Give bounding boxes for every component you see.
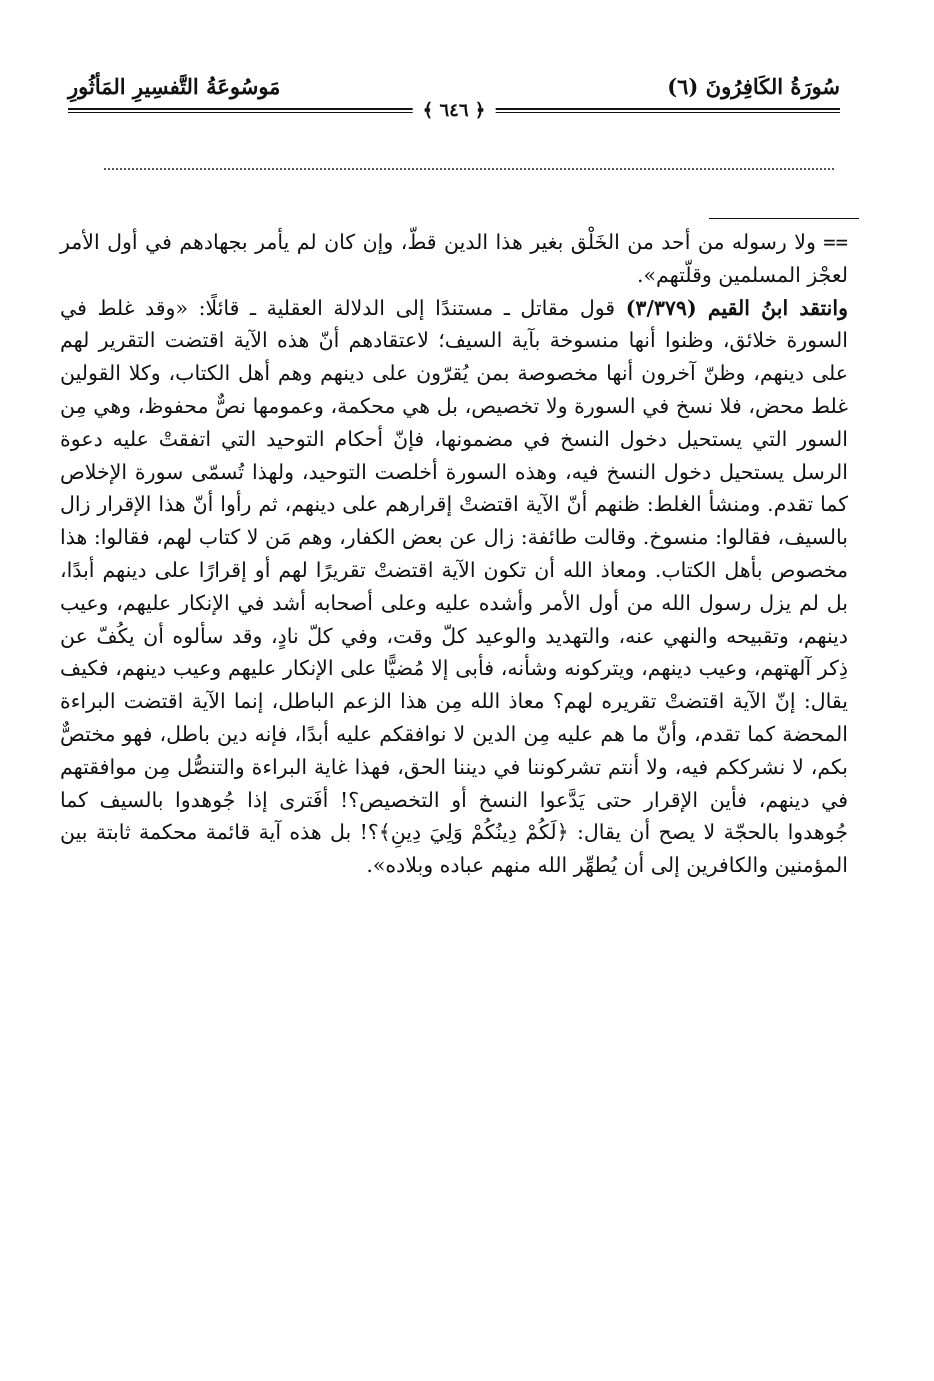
- book-title: مَوسُوعَةُ التَّفسِيرِ المَأثُورِ: [68, 74, 281, 99]
- surah-title: سُورَةُ الكَافِرُونَ (٦): [667, 74, 840, 99]
- footnote-paragraph-1: [60, 226, 848, 292]
- citation-lead: وانتقد ابنُ القيم (٣/٣٧٩): [625, 295, 848, 320]
- footnote-body: [60, 226, 848, 882]
- footnote-paragraph-2: [60, 292, 848, 882]
- continuation-mark: ==: [823, 230, 848, 254]
- page-header: [68, 70, 840, 121]
- dotted-separator: [104, 168, 834, 170]
- footnote-rule: [709, 218, 859, 219]
- paragraph-text: ولا رسوله من أحد من الخَلْق بغير هذا الدين قطّ، وإن كان لم يأمر بجهادهم في أول الأمر لعجْز المسلمين وقلّتهم».: [60, 230, 848, 287]
- paragraph-text: قول مقاتل ـ مستندًا إلى الدلالة العقلية ـ قائلًا: «وقد غلط في السورة خلائق، وظنوا أنها منسوخة بآية السيف؛ لاعتقادهم أنّ هذه الآية اقتضت التقرير لهم على دينهم، وظنّ آخرون أنها مخصوصة بمن يُقرّون على دينهم وهم أهل الكتاب، وكلا القولين غلط محض، فلا نسخ في السورة ولا تخصيص، بل هي محكمة، وعمومها نصٌّ محفوظ، وهي مِن السور التي يستحيل دخول النسخ في مضمونها، فإنّ أحكام التوحيد التي اتفقتْ عليه دعوة الرسل يستحيل دخول النسخ فيه، وهذه السورة أخلصت التوحيد، ولهذا تُسمّى سورة الإخلاص كما تقدم. ومنشأ الغلط: ظنهم أنّ الآية اقتضتْ إقرارهم على دينهم، ثم رأوا أنّ هذا الإقرار زال بالسيف، فقالوا: منسوخ. وقالت طائفة: زال عن بعض الكفار، وهم مَن لا كتاب لهم، فقالوا: هذا مخصوص بأهل الكتاب. ومعاذ الله أن تكون الآية اقتضتْ تقريرًا لهم أو إقرارًا على دينهم أبدًا، بل لم يزل رسول الله من أول الأمر وأشده عليه وعلى أصحابه أشد في الإنكار عليهم، وعيب دينهم، وتقبيحه والنهي عنه، والتهديد والوعيد كلّ وقت، وفي كلّ نادٍ، وقد سألوه أن يكُفّ عن ذِكر آلهتهم، وعيب دينهم، ويتركونه وشأنه، فأبى إلا مُضيًّا على الإنكار عليهم وعيب دينهم، فكيف يقال: إنّ الآية اقتضتْ تقريره لهم؟ معاذ الله مِن هذا الزعم الباطل، إنما الآية اقتضت البراءة المحضة كما تقدم، وأنّ ما هم عليه مِن الدين لا نوافقكم عليه أبدًا، فإنه دين باطل، فهو مختصٌّ بكم، لا نشرككم فيه، ولا أنتم تشركوننا في ديننا الحق، فهذا غاية البراءة والتنصُّل مِن موافقتهم في دينهم، فأين الإقرار حتى يَدَّعوا النسخ أو التخصيص؟! أفَترى إذا جُوهدوا بالسيف كما جُوهدوا بالحجّة لا يصح أن يقال: ﴿لَكُمْ دِينُكُمْ وَلِيَ دِينِ﴾؟! بل هذه آية قائمة محكمة ثابتة بين المؤمنين والكافرين إلى أن يُطهِّر الله منهم عباده وبلاده».: [60, 295, 848, 878]
- page-number: ﴾ ٦٤٦ ﴿: [413, 100, 496, 121]
